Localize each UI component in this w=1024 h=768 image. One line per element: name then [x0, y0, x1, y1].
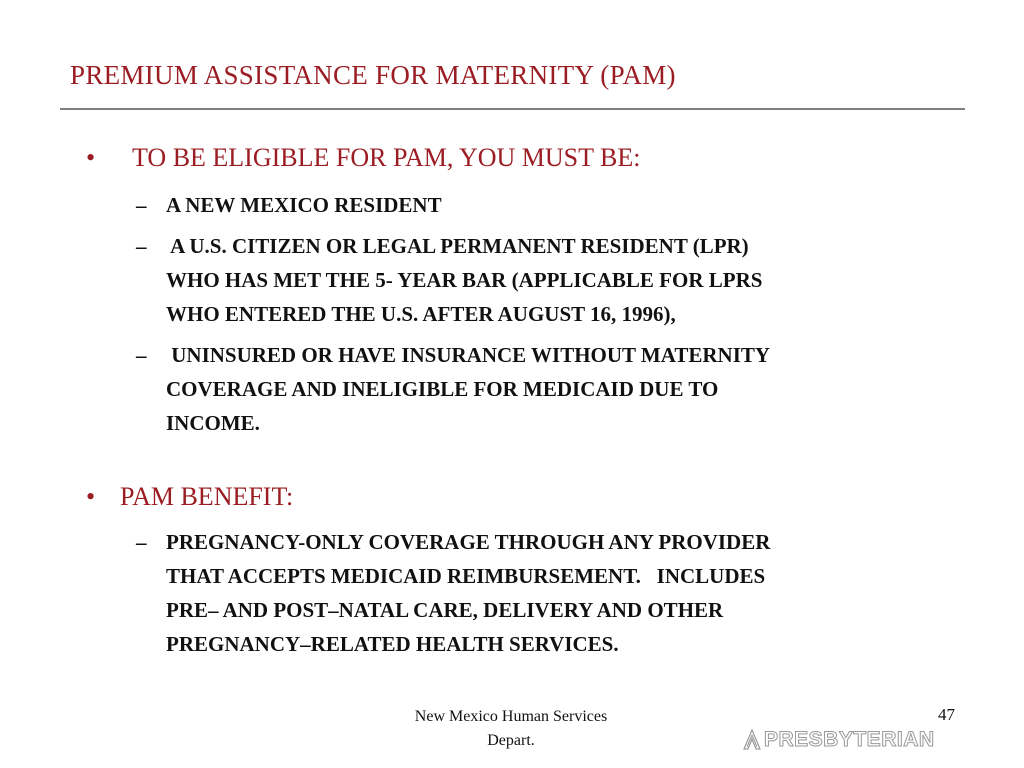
sub-item-coverage — [136, 525, 1016, 661]
logo-wordmark: PRESBYTERIAN — [764, 728, 935, 751]
dash-icon: – — [136, 193, 147, 217]
sub-item-line: UNINSURED OR HAVE INSURANCE WITHOUT MATERNITY — [166, 343, 771, 367]
sub-item-line: THAT ACCEPTS MEDICAID REIMBURSEMENT. INCLUDES — [166, 564, 766, 588]
sub-item-line: COVERAGE AND INELIGIBLE FOR MEDICAID DUE TO — [166, 377, 719, 401]
benefit-heading: PAM BENEFIT: — [120, 482, 294, 511]
sub-item-line: PREGNANCY–RELATED HEALTH SERVICES. — [166, 632, 619, 656]
slide-title: PREMIUM ASSISTANCE FOR MATERNITY (PAM) — [70, 60, 676, 90]
bullet-icon: • — [86, 143, 96, 172]
sub-item-insurance — [136, 338, 1016, 440]
sub-item-line: PREGNANCY-ONLY COVERAGE THROUGH ANY PROVIDER — [166, 530, 771, 554]
sub-item-citizenship — [136, 229, 1016, 331]
eligibility-heading: TO BE ELIGIBLE FOR PAM, YOU MUST BE: — [132, 143, 641, 172]
sub-item-residency — [136, 188, 1016, 222]
dash-icon: – — [136, 530, 147, 554]
dash-icon: – — [136, 343, 147, 367]
footer-line: Depart. — [487, 732, 535, 749]
footer-line: New Mexico Human Services — [414, 708, 608, 725]
sub-item-line: INCOME. — [166, 411, 260, 435]
sub-item-line: A U.S. CITIZEN OR LEGAL PERMANENT RESIDENT (LPR) — [166, 234, 749, 258]
sub-item-line: PRE– AND POST–NATAL CARE, DELIVERY AND OTHER — [166, 598, 724, 622]
dash-icon: – — [136, 234, 147, 258]
sub-item-line: WHO HAS MET THE 5- YEAR BAR (APPLICABLE FOR LPRS — [166, 268, 763, 292]
presbyterian-logo-icon — [742, 729, 762, 751]
footer-organization — [380, 705, 642, 753]
title-divider — [60, 108, 965, 110]
page-number: 47 — [938, 705, 955, 724]
sub-item-line: A NEW MEXICO RESIDENT — [166, 193, 442, 217]
sub-item-line: WHO ENTERED THE U.S. AFTER AUGUST 16, 1996), — [166, 302, 676, 326]
bullet-icon: • — [86, 482, 96, 511]
presbyterian-logo — [742, 727, 935, 753]
